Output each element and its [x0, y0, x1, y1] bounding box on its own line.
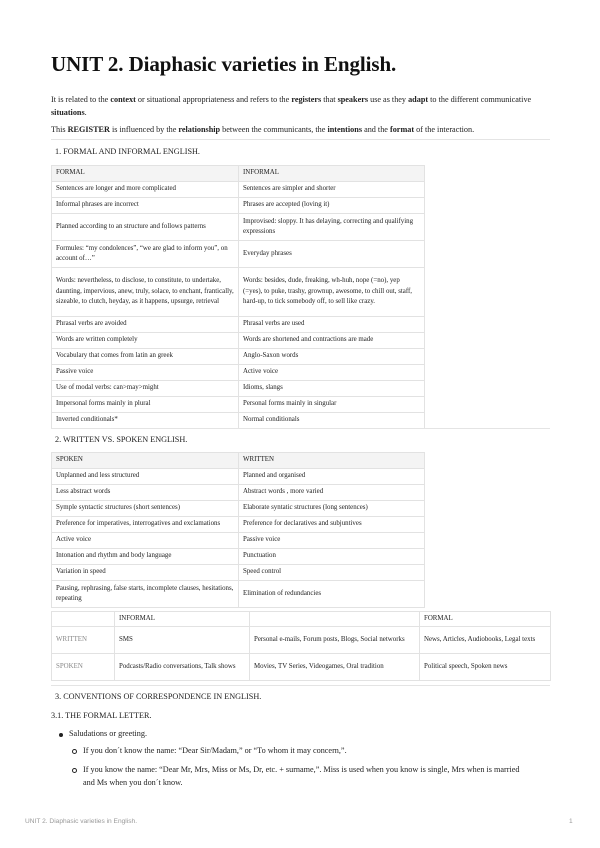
table-cell: Active voice [52, 533, 239, 549]
table-row [52, 501, 425, 517]
register-matrix-table [51, 611, 551, 681]
formal-informal-table [51, 165, 425, 429]
table-cell: Words are shortened and contractions are made [239, 333, 425, 349]
intro-paragraph-2: This REGISTER is influenced by the relationship between the communicants, the intentions and the format of the interaction. [51, 125, 475, 134]
sub-bullet-line: and Ms when you don´t know. [83, 778, 183, 787]
table-cell: Less abstract words [52, 485, 239, 501]
table-row [52, 581, 425, 608]
table-cell: Sentences are longer and more complicated [52, 182, 239, 198]
table-row [52, 654, 551, 681]
table-cell: Variation in speed [52, 565, 239, 581]
table-cell: Formules: “my condolences”, “we are glad to inform you”, on account of…” [52, 241, 239, 268]
table-header-cell: SPOKEN [52, 453, 239, 469]
table-cell: Informal phrases are incorrect [52, 198, 239, 214]
table-cell: Personal forms mainly in singular [239, 397, 425, 413]
page-number: 1 [569, 818, 573, 825]
table-cell: Inverted conditionals* [52, 413, 239, 429]
table-row [52, 349, 425, 365]
divider [51, 139, 550, 140]
sub-bullet-item [83, 763, 553, 789]
table-cell: Planned according to an structure and follows patterns [52, 214, 239, 241]
table-cell: Intonation and rhythm and body language [52, 549, 239, 565]
table-row [52, 381, 425, 397]
table-cell: Improvised: sloppy. It has delaying, correcting and qualifying expressions [239, 214, 425, 241]
table-header-row [52, 453, 425, 469]
table-cell: Phrasal verbs are used [239, 317, 425, 333]
table-row [52, 517, 425, 533]
table-cell: Idioms, slangs [239, 381, 425, 397]
table-header-cell: FORMAL [420, 612, 551, 627]
table-cell: Normal conditionals [239, 413, 425, 429]
table-row [52, 565, 425, 581]
table-cell: Punctuation [239, 549, 425, 565]
table-header-cell: INFORMAL [239, 166, 425, 182]
table-cell: Passive voice [239, 533, 425, 549]
table-header-cell: WRITTEN [239, 453, 425, 469]
subsection-heading: 3.1. THE FORMAL LETTER. [51, 711, 152, 720]
table-cell: Sentences are simpler and shorter [239, 182, 425, 198]
table-cell: Words: nevertheless, to disclose, to constitute, to undertake, daunting, impervious, anew, truly, solace, to enchant, frantically, sizeable, to clutch, heyday, as it happens, upsurge, retrieval [52, 268, 239, 317]
table-cell: Preference for imperatives, interrogatives and exclamations [52, 517, 239, 533]
table-row [52, 198, 425, 214]
table-cell: Personal e-mails, Forum posts, Blogs, Social networks [250, 627, 420, 654]
table-cell: Use of modal verbs: can>may>might [52, 381, 239, 397]
section-heading-2: 2. WRITTEN VS. SPOKEN ENGLISH. [55, 435, 188, 444]
table-header-row [52, 612, 551, 627]
hollow-bullet-icon [72, 768, 77, 773]
table-cell: Symple syntactic structures (short sentences) [52, 501, 239, 517]
table-row [52, 333, 425, 349]
section-heading-1: 1. FORMAL AND INFORMAL ENGLISH. [55, 147, 200, 156]
row-header-cell: SPOKEN [52, 654, 115, 681]
table-cell: Unplanned and less structured [52, 469, 239, 485]
table-cell: Preference for declaratives and subjuntives [239, 517, 425, 533]
table-header-cell: INFORMAL [115, 612, 250, 627]
divider [51, 428, 550, 429]
table-cell: Words: besides, dude, freaking, wh-huh, nope (=no), yep (=yes), to puke, trashy, grownup, awesome, to chill out, staff, hard-up, to tick somebody off, to sell like crazy. [239, 268, 425, 317]
table-header-row [52, 166, 425, 182]
table-row [52, 549, 425, 565]
table-row [52, 365, 425, 381]
table-cell: SMS [115, 627, 250, 654]
table-row [52, 397, 425, 413]
sub-bullet-line: If you know the name: “Dear Mr, Mrs, Miss or Ms, Dr, etc. + surname,”. Miss is used when you know is single, Mrs when is married [83, 765, 520, 774]
page-title: UNIT 2. Diaphasic varieties in English. [51, 52, 397, 76]
table-cell: Anglo-Saxon words [239, 349, 425, 365]
table-row [52, 182, 425, 198]
table-cell: Everyday phrases [239, 241, 425, 268]
table-row [52, 214, 425, 241]
table-header-cell [52, 612, 115, 627]
table-row [52, 533, 425, 549]
table-cell: Elaborate syntatic structures (long sentences) [239, 501, 425, 517]
table-header-cell: FORMAL [52, 166, 239, 182]
row-header-cell: WRITTEN [52, 627, 115, 654]
table-row [52, 241, 425, 268]
spoken-written-table [51, 452, 425, 608]
table-cell: Phrasal verbs are avoided [52, 317, 239, 333]
hollow-bullet-icon [72, 749, 77, 754]
table-cell: Impersonal forms mainly in plural [52, 397, 239, 413]
table-cell: Speed control [239, 565, 425, 581]
table-row [52, 268, 425, 317]
table-header-cell [250, 612, 420, 627]
table-cell: Pausing, rephrasing, false starts, incomplete clauses, hesitations, repeating [52, 581, 239, 608]
sub-bullet-item: If you don´t know the name: “Dear Sir/Madam,” or “To whom it may concern,”. [83, 746, 347, 755]
bullet-item: Saludations or greeting. [69, 729, 147, 738]
table-cell: Elimination of redundancies [239, 581, 425, 608]
table-row [52, 485, 425, 501]
divider [51, 685, 550, 686]
bullet-icon [59, 733, 63, 737]
table-row [52, 627, 551, 654]
table-cell: Phrases are accepted (loving it) [239, 198, 425, 214]
table-cell: Planned and organised [239, 469, 425, 485]
table-cell: Passive voice [52, 365, 239, 381]
footer-title: UNIT 2. Diaphasic varieties in English. [25, 818, 138, 825]
intro-paragraph-1: It is related to the context or situational appropriateness and refers to the registers that speakers use as they adapt to the different communicative situations. [51, 95, 532, 117]
table-row [52, 317, 425, 333]
table-row [52, 469, 425, 485]
table-cell: Movies, TV Series, Videogames, Oral tradition [250, 654, 420, 681]
table-cell: Political speech, Spoken news [420, 654, 551, 681]
table-cell: Vocabulary that comes from latin an greek [52, 349, 239, 365]
section-heading-3: 3. CONVENTIONS OF CORRESPONDENCE IN ENGLISH. [55, 692, 262, 701]
table-cell: Abstract words , more varied [239, 485, 425, 501]
table-cell: News, Articles, Audiobooks, Legal texts [420, 627, 551, 654]
table-cell: Active voice [239, 365, 425, 381]
table-cell: Words are written completely [52, 333, 239, 349]
table-row [52, 413, 425, 429]
table-cell: Podcasts/Radio conversations, Talk shows [115, 654, 250, 681]
